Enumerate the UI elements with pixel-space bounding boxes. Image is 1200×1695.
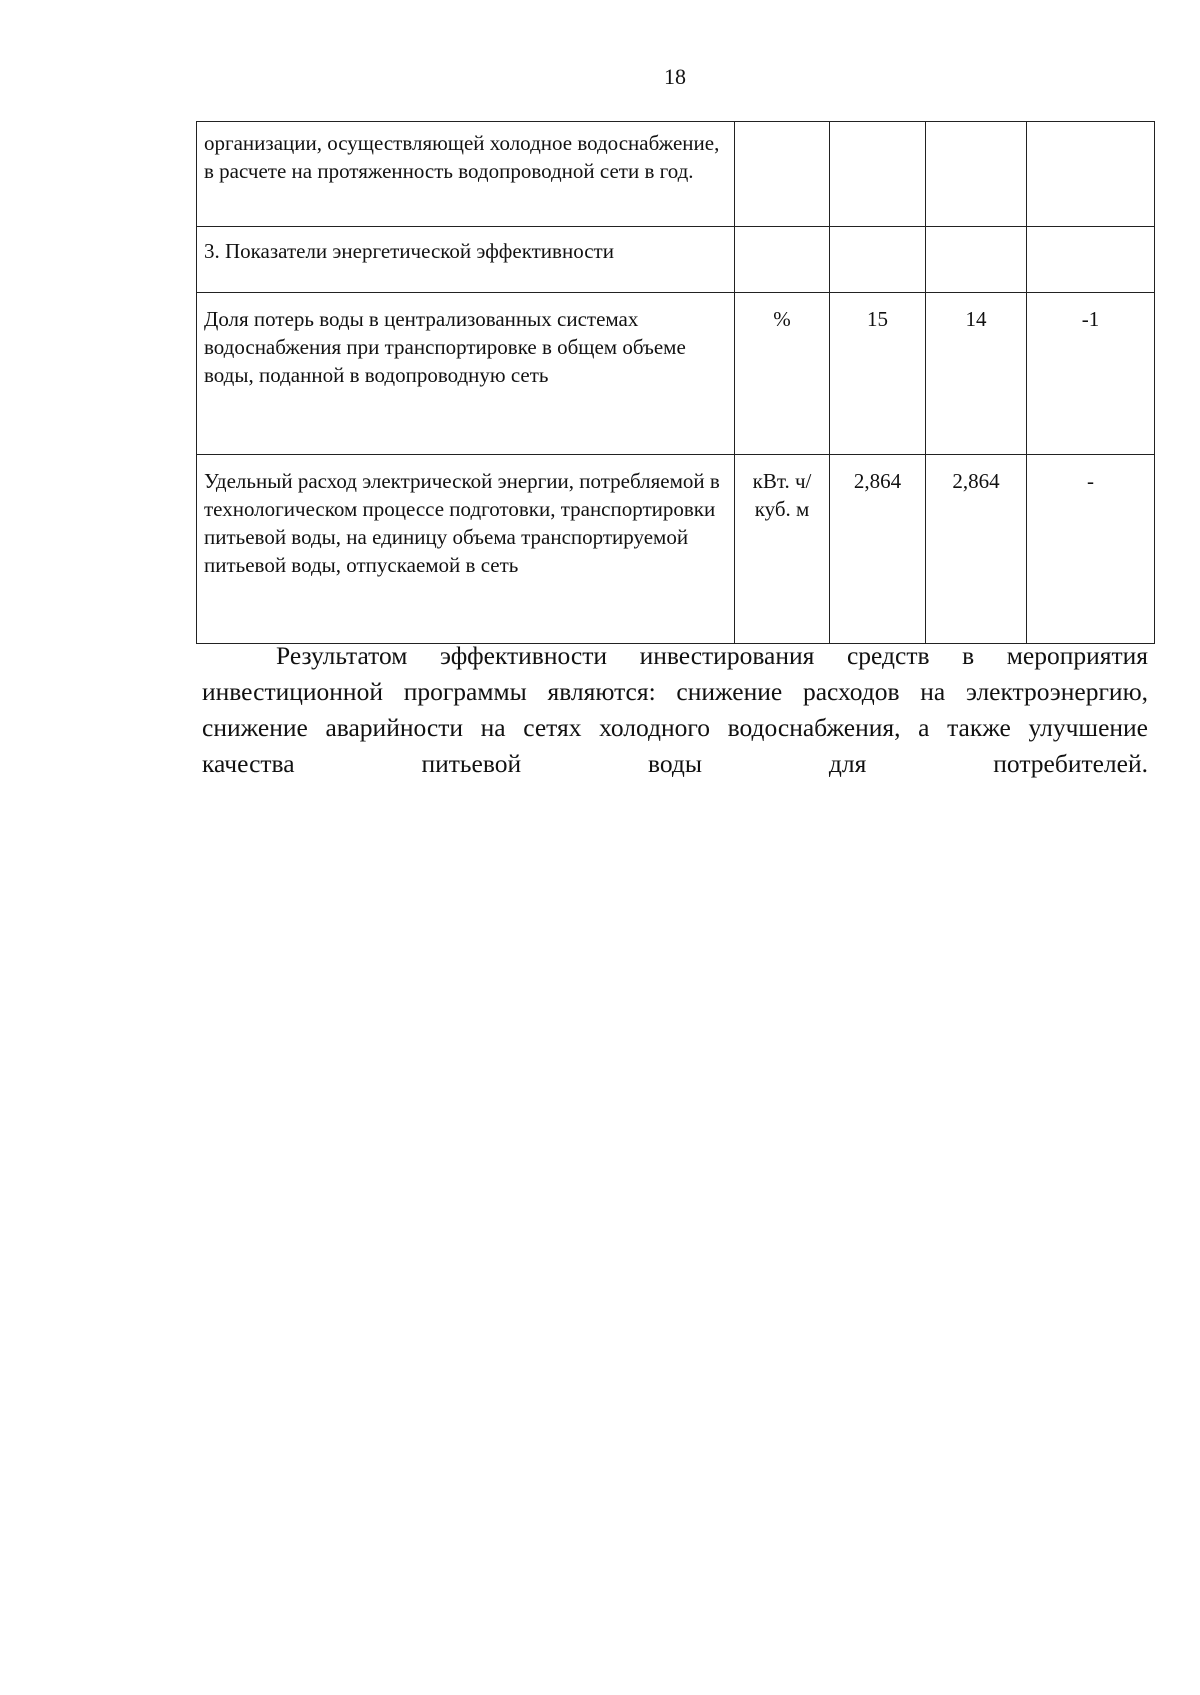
table-row — [197, 293, 1155, 455]
change-cell — [1027, 122, 1155, 227]
indicator-name-cell: Доля потерь воды в централизованных системах водоснабжения при транспортировке в общем объеме воды, поданной в водопроводную сеть — [197, 293, 735, 455]
table-row — [197, 227, 1155, 293]
unit-cell — [735, 227, 830, 293]
value-cell-2: 2,864 — [926, 455, 1027, 644]
indicator-name-cell: организации, осуществляющей холодное водоснабжение, в расчете на протяженность водопроводной сети в год. — [197, 122, 735, 227]
change-cell: - — [1027, 455, 1155, 644]
indicators-table — [196, 121, 1155, 644]
page-number: 18 — [664, 64, 686, 89]
table-row — [197, 122, 1155, 227]
change-cell: -1 — [1027, 293, 1155, 455]
unit-cell — [735, 122, 830, 227]
value-cell-1: 2,864 — [830, 455, 926, 644]
unit-cell: % — [735, 293, 830, 455]
indicator-name-cell: Удельный расход электрической энергии, потребляемой в технологическом процессе подготовки, транспортировки питьевой воды, на единицу объема транспортируемой питьевой воды, отпускаемой в сеть — [197, 455, 735, 644]
unit-cell: кВт. ч/ куб. м — [735, 455, 830, 644]
value-cell-1 — [830, 122, 926, 227]
value-cell-2 — [926, 122, 1027, 227]
indicators-table-container — [196, 121, 1154, 644]
section-heading-cell: 3. Показатели энергетической эффективности — [197, 227, 735, 293]
value-cell-1 — [830, 227, 926, 293]
change-cell — [1027, 227, 1155, 293]
conclusion-paragraph: Результатом эффективности инвестирования средств в мероприятия инвестиционной программы являются: снижение расходов на электроэнергию, снижение аварийности на сетях холодного водоснабжения, а также улучшение качества питьевой воды для потребителей. — [202, 641, 1148, 778]
value-cell-2 — [926, 227, 1027, 293]
table-row — [197, 455, 1155, 644]
value-cell-2: 14 — [926, 293, 1027, 455]
value-cell-1: 15 — [830, 293, 926, 455]
